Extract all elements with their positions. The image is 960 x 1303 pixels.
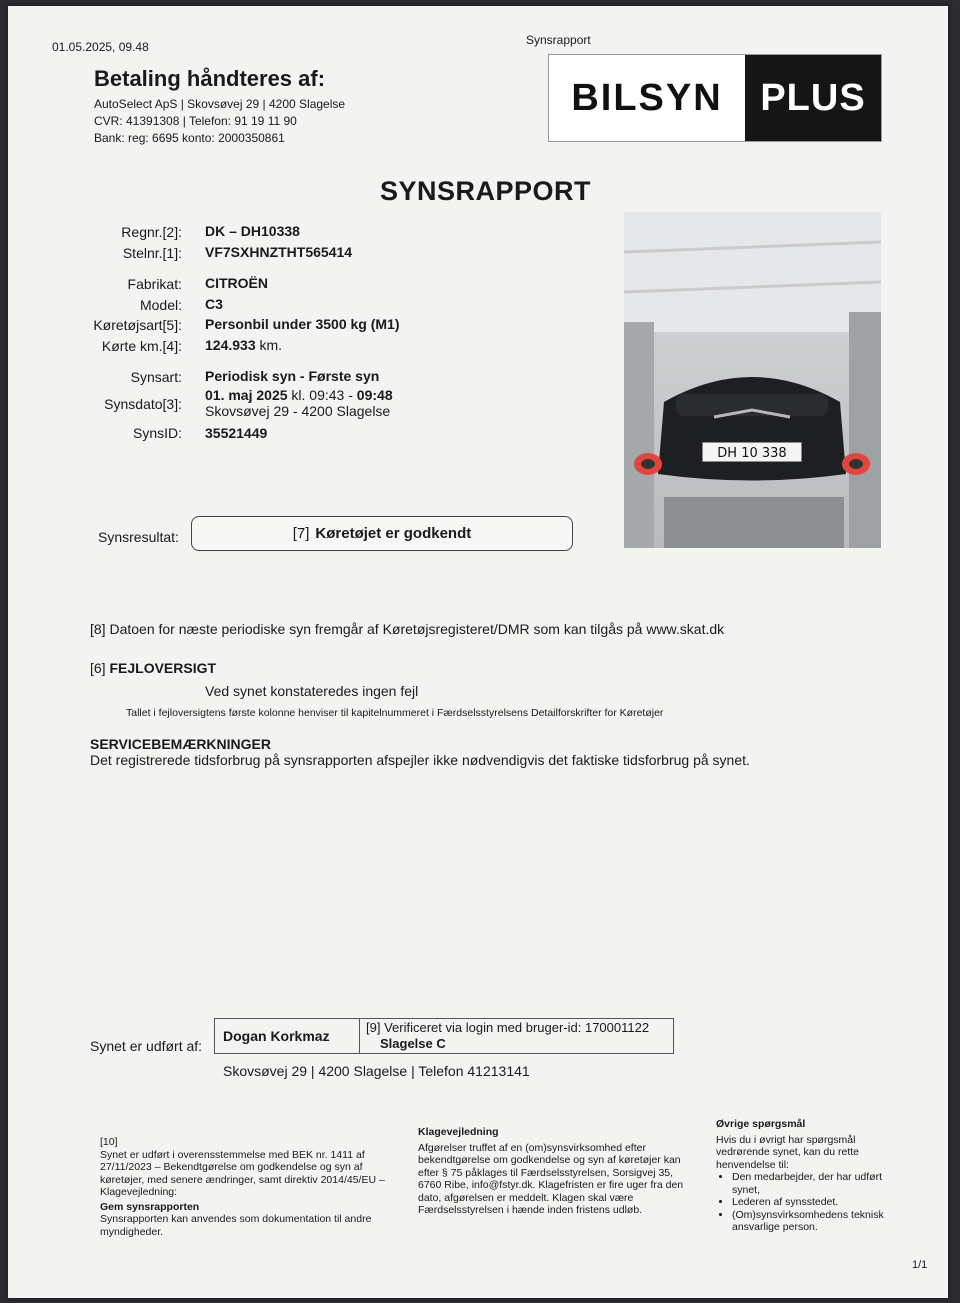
list-item: • (Om)synsvirksomhedens teknisk ansvarlige person. bbox=[732, 1209, 886, 1234]
regnr-label: Regnr.[2]: bbox=[121, 224, 182, 240]
synsdato-value: 01. maj 2025 kl. 09:43 - 09:48 Skovsøvej 29 - 4200 Slagelse bbox=[205, 387, 393, 419]
synsid-label: SynsID: bbox=[132, 425, 182, 441]
license-plate: DH 10 338 bbox=[717, 446, 787, 461]
model-value: C3 bbox=[205, 296, 223, 312]
service-heading: SERVICEBEMÆRKNINGER bbox=[90, 736, 271, 752]
report-page bbox=[8, 6, 948, 1298]
footer-contact-list bbox=[716, 1171, 886, 1234]
footer-complaints: Klagevejledning Afgørelser truffet af en (om)synsvirksomhed efter bekendtgørelse om godkendelse og syn af køretøjer kan efter § 75 påklages til Færdselsstyrelsen, Sorsigvej 35, 6760 Ribe, info@fstyr.dk. Klagefristen er fire uger fra den dato, afgørelsen er meddelt. Klagen skal være Færdselsstyrelsen i hænde inden fristens udløb. bbox=[418, 1126, 684, 1216]
result-label: Synsresultat: bbox=[98, 529, 179, 545]
synsdato-label: Synsdato[3]: bbox=[104, 396, 182, 412]
payment-title: Betaling håndteres af: bbox=[94, 66, 326, 91]
footer-legal: [10] Synet er udført i overensstemmelse med BEK nr. 1411 af 27/11/2023 – Bekendtgørelse om godkendelse og syn af køretøjer, med senere ændringer, samt direktiv 2014/45/EU – Klagevejledning: Gem synsrapporten Synsrapporten kan anvendes som dokumentation til andre myndigheder. bbox=[100, 1136, 385, 1238]
km-value: 124.933 km. bbox=[205, 337, 283, 353]
payment-info: AutoSelect ApS | Skovsøvej 29 | 4200 Slagelse CVR: 41391308 | Telefon: 91 19 11 90 Bank: reg: 6695 konto: 2000350861 bbox=[94, 97, 346, 145]
synsart-label: Synsart: bbox=[130, 369, 182, 385]
vehicle-illustration bbox=[624, 212, 881, 548]
inspector-name: Dogan Korkmaz bbox=[215, 1019, 360, 1053]
inspector-verification: [9] Verificeret via login med bruger-id: 170001122 Slagelse C bbox=[366, 1020, 650, 1051]
stelnr-label: Stelnr.[1]: bbox=[122, 245, 182, 261]
synsart-value: Periodisk syn - Første syn bbox=[205, 368, 380, 384]
list-item: • Den medarbejder, der har udført synet, bbox=[732, 1171, 886, 1196]
service-text: Det registrerede tidsforbrug på synsrapporten afspejler ikke nødvendigvis det faktiske tidsforbrug på synet. bbox=[90, 752, 750, 768]
fabrikat-value: CITROËN bbox=[205, 275, 268, 291]
fejl-footnote: Tallet i fejloversigtens første kolonne henviser til kapitelnummeret i Færdselsstyrelsens Detailforskrifter for Køretøjer bbox=[126, 707, 664, 719]
bilsyn-plus-logo: BILSYN PLUS bbox=[548, 54, 882, 142]
synsid-value: 35521449 bbox=[205, 425, 268, 441]
inspector-label: Synet er udført af: bbox=[90, 1038, 203, 1054]
list-item: • Lederen af synsstedet. bbox=[732, 1196, 886, 1209]
result-text: Køretøjet er godkendt bbox=[315, 525, 472, 542]
next-inspection-note: [8] Datoen for næste periodiske syn fremgår af Køretøjsregisteret/DMR som kan tilgås på www.skat.dk bbox=[90, 621, 725, 637]
model-label: Model: bbox=[139, 297, 182, 313]
fabrikat-label: Fabrikat: bbox=[127, 276, 182, 292]
inspector-address: Skovsøvej 29 | 4200 Slagelse | Telefon 41213141 bbox=[223, 1063, 530, 1079]
km-label: Kørte km.[4]: bbox=[101, 338, 182, 354]
result-box: [7] Køretøjet er godkendt bbox=[191, 516, 573, 551]
koretojsart-label: Køretøjsart[5]: bbox=[93, 317, 182, 333]
footer-questions: Øvrige spørgsmål Hvis du i øvrigt har spørgsmål vedrørende synet, kan du rette henvendelse til: • Den medarbejder, der har udført synet, • Lederen af synsstedet. • (Om)synsvirksomhedens teknisk ansvarlige person. bbox=[716, 1118, 886, 1234]
fejl-text: Ved synet konstateredes ingen fejl bbox=[205, 683, 419, 699]
inspector-box bbox=[214, 1018, 674, 1054]
koretojsart-value: Personbil under 3500 kg (M1) bbox=[205, 316, 400, 332]
report-title: SYNSRAPPORT bbox=[380, 176, 592, 206]
page-number: 1/1 bbox=[912, 1259, 928, 1271]
document-label: Synsrapport bbox=[526, 33, 591, 47]
stelnr-value: VF7SXHNZTHT565414 bbox=[205, 244, 353, 260]
print-timestamp: 01.05.2025, 09.48 bbox=[52, 40, 149, 54]
vehicle-photo bbox=[624, 212, 881, 548]
fejloversigt-heading: [6] FEJLOVERSIGT bbox=[90, 660, 217, 676]
regnr-value: DK – DH10338 bbox=[205, 223, 300, 239]
